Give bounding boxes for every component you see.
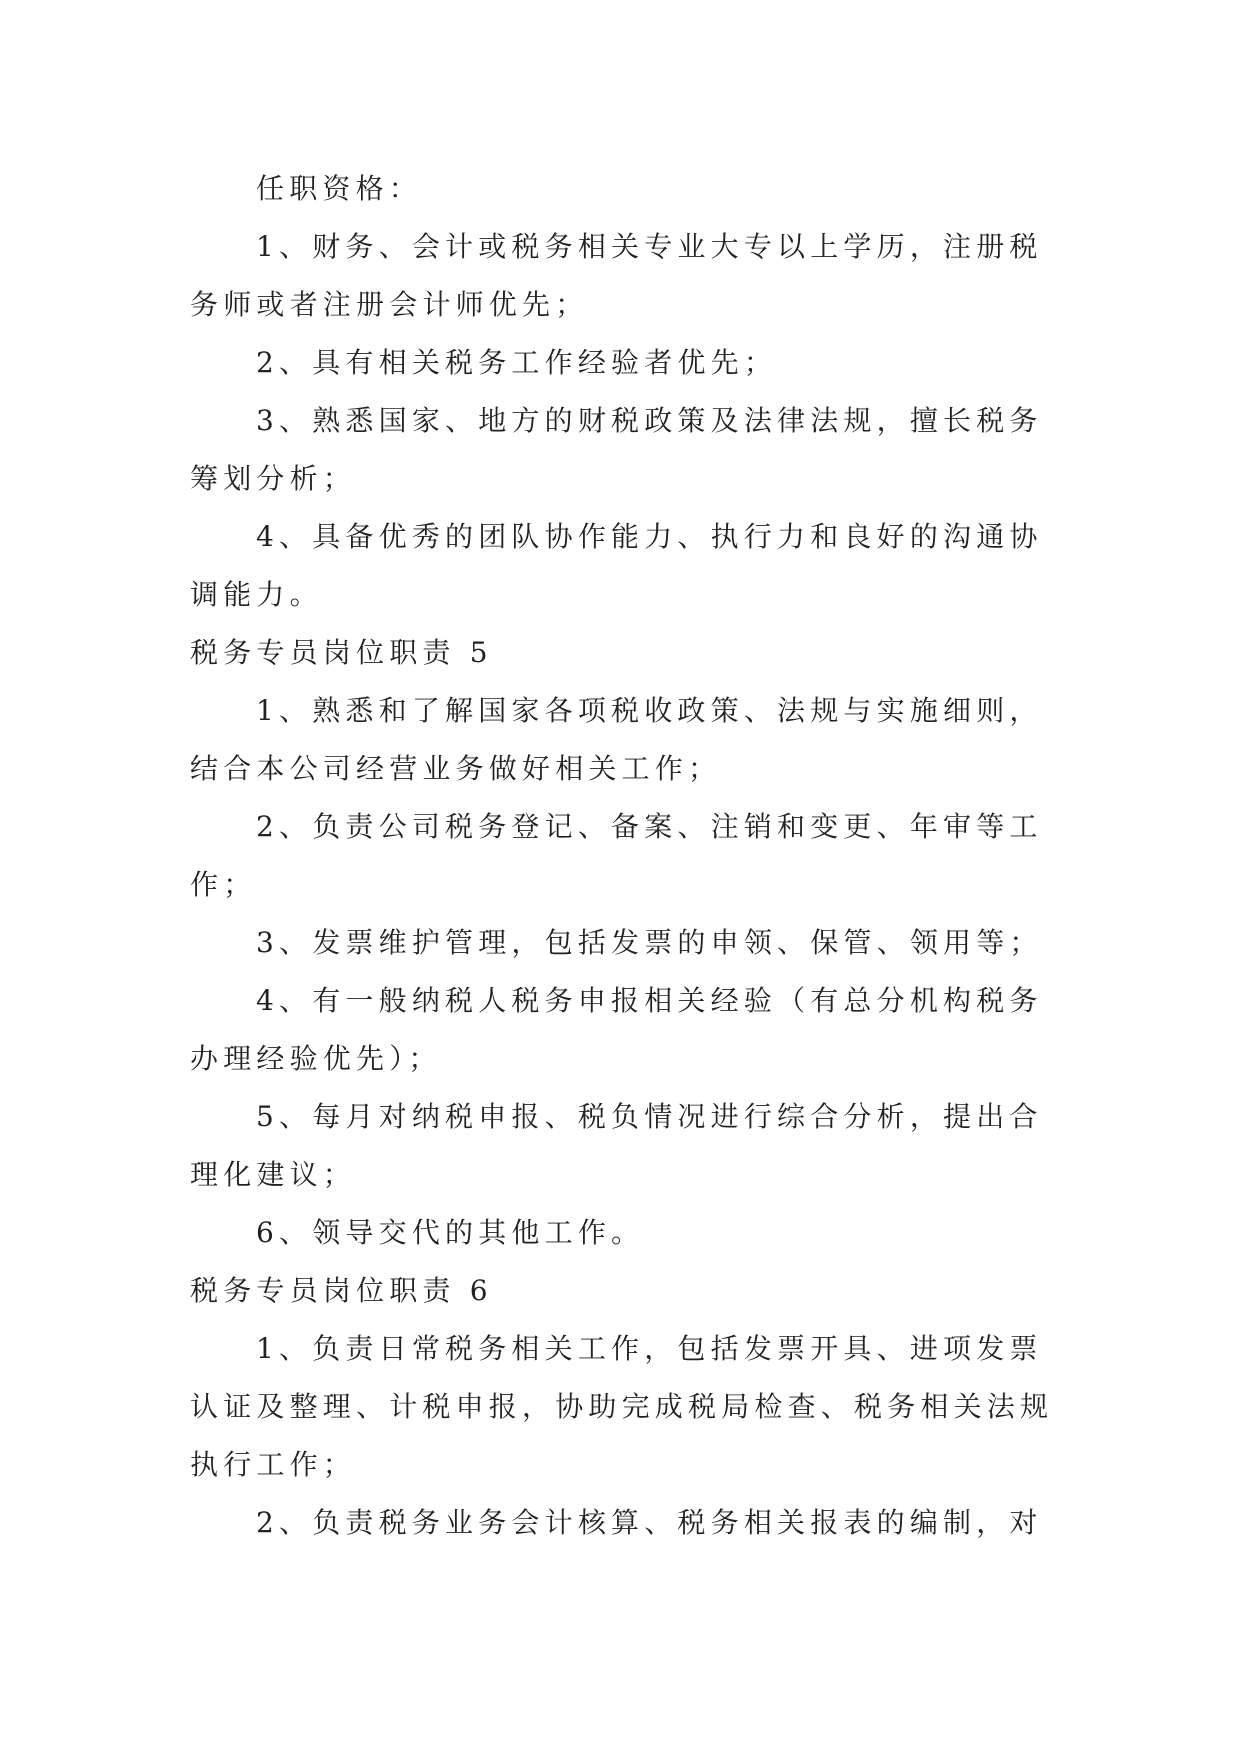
text-line: 结合本公司经营业务做好相关工作；: [190, 752, 722, 785]
text-line: 2、具有相关税务工作经验者优先；: [256, 346, 778, 379]
text-line: 筹划分析；: [190, 462, 357, 495]
text-line: 3、熟悉国家、地方的财税政策及法律法规，擅长税务: [256, 404, 1043, 437]
text-line: 1、财务、会计或税务相关专业大专以上学历，注册税: [256, 230, 1043, 263]
text-line: 2、负责公司税务登记、备案、注销和变更、年审等工: [256, 810, 1043, 843]
section-heading: 税务专员岗位职责 6: [190, 1274, 493, 1307]
text-line: 4、具备优秀的团队协作能力、执行力和良好的沟通协: [256, 520, 1043, 553]
document-body: [190, 160, 1054, 1552]
text-line: 任职资格：: [256, 172, 423, 205]
text-line: 1、熟悉和了解国家各项税收政策、法规与实施细则，: [256, 694, 1043, 727]
text-line: 6、领导交代的其他工作。: [256, 1216, 645, 1249]
text-line: 务师或者注册会计师优先；: [190, 288, 589, 321]
text-line: 办理经验优先）；: [190, 1042, 442, 1075]
text-line: 调能力。: [190, 578, 323, 611]
text-line: 2、负责税务业务会计核算、税务相关报表的编制，对: [256, 1506, 1043, 1539]
text-line: 认证及整理、计税申报，协助完成税局检查、税务相关法规: [190, 1390, 1054, 1423]
text-line: 5、每月对纳税申报、税负情况进行综合分析，提出合: [256, 1100, 1043, 1133]
text-line: 执行工作；: [190, 1448, 357, 1481]
text-line: 理化建议；: [190, 1158, 357, 1191]
text-line: 1、负责日常税务相关工作，包括发票开具、进项发票: [256, 1332, 1043, 1365]
text-line: 作；: [190, 868, 257, 901]
section-heading: 税务专员岗位职责 5: [190, 636, 493, 669]
text-line: 3、发票维护管理，包括发票的申领、保管、领用等；: [256, 926, 1043, 959]
text-line: 4、有一般纳税人税务申报相关经验（有总分机构税务: [256, 984, 1043, 1017]
